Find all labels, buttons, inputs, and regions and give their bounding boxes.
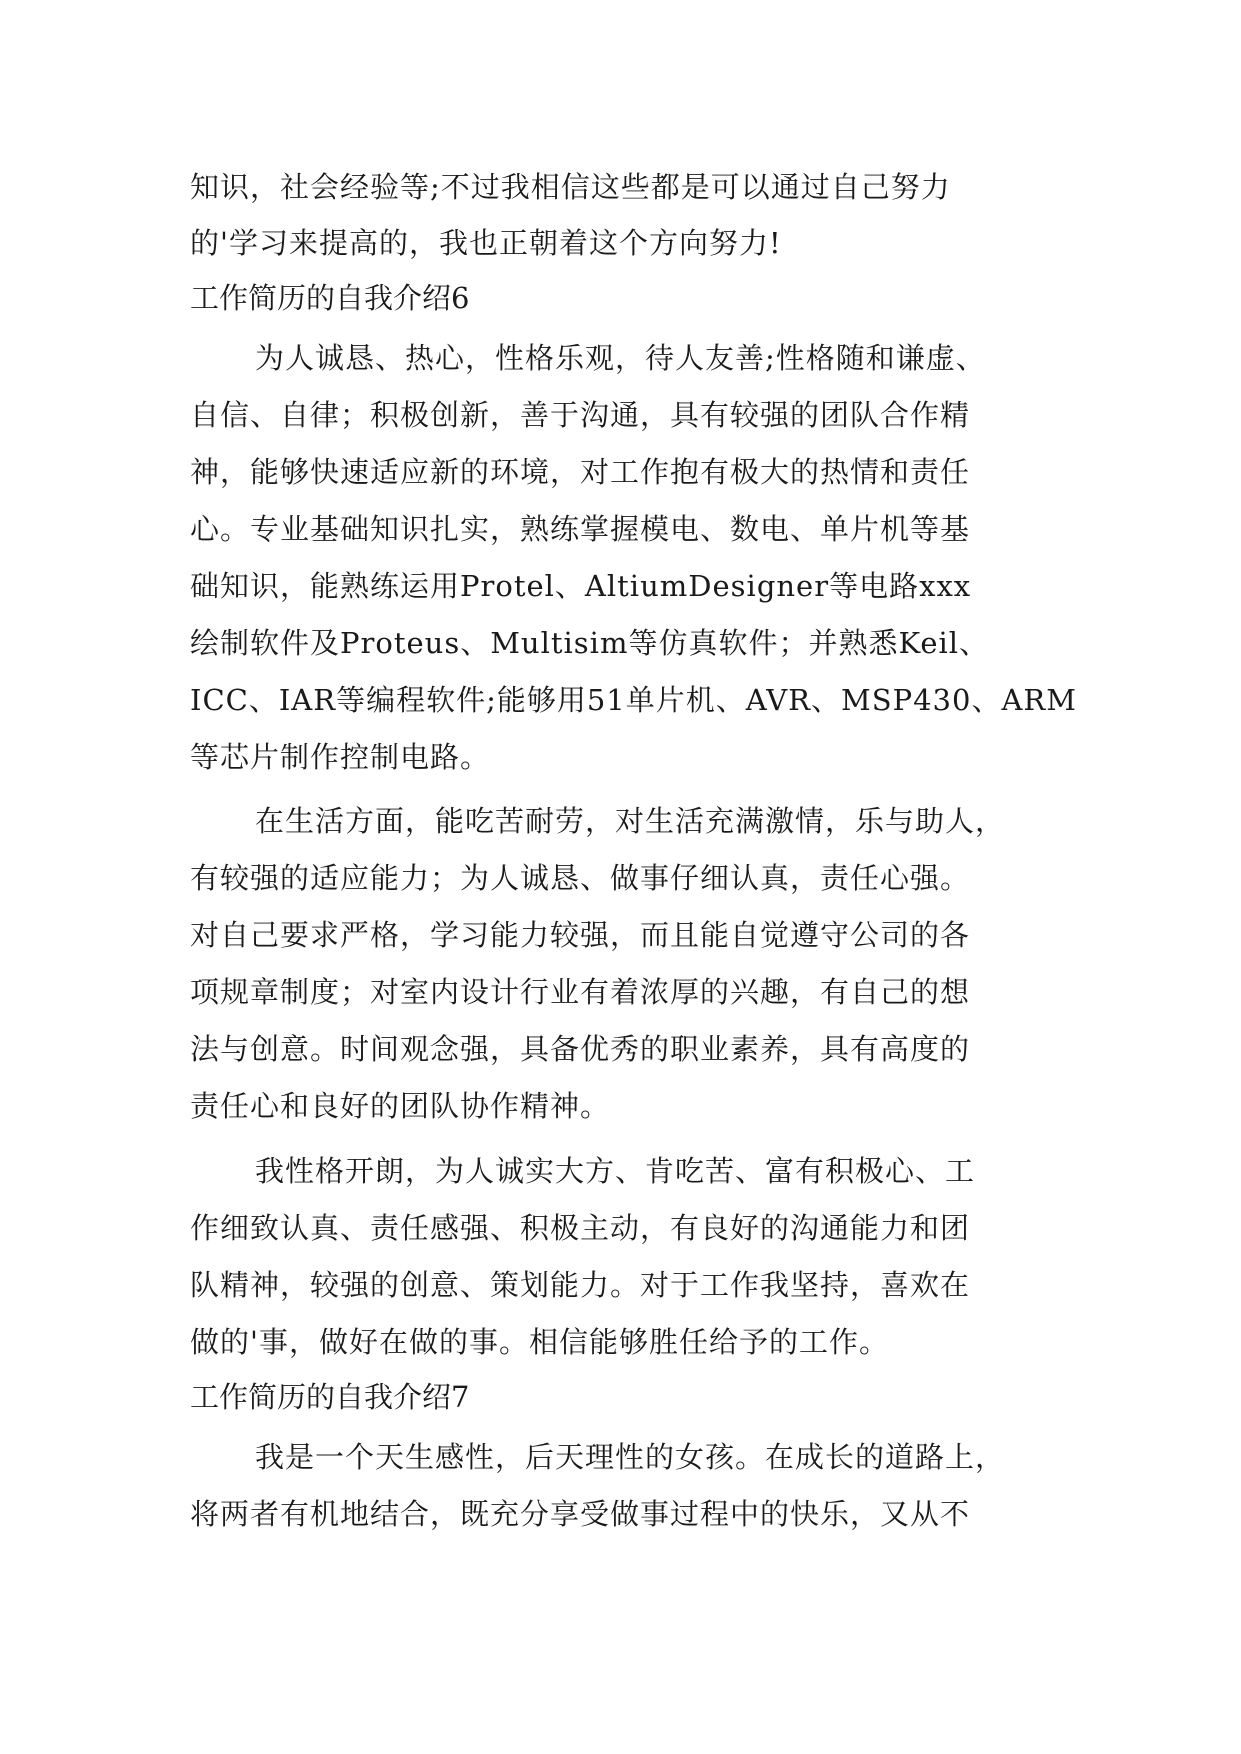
paragraph-line: 础知识，能熟练运用Protel、AltiumDesigner等电路xxx xyxy=(190,569,972,603)
paragraph-line: 作细致认真、责任感强、积极主动，有良好的沟通能力和团 xyxy=(190,1211,971,1245)
paragraph-line: 绘制软件及Proteus、Multisim等仿真软件；并熟悉Keil、 xyxy=(190,626,990,660)
paragraph-line: ICC、IAR等编程软件;能够用51单片机、AVR、MSP430、ARM xyxy=(190,683,1077,717)
paragraph-line: 我性格开朗，为人诚实大方、肯吃苦、富有积极心、工 xyxy=(255,1154,976,1188)
paragraph-line: 项规章制度；对室内设计行业有着浓厚的兴趣，有自己的想 xyxy=(190,975,971,1009)
paragraph-line: 自信、自律；积极创新，善于沟通，具有较强的团队合作精 xyxy=(190,398,971,432)
paragraph-line: 队精神，较强的创意、策划能力。对于工作我坚持，喜欢在 xyxy=(190,1268,971,1302)
paragraph-line: 在生活方面，能吃苦耐劳，对生活充满激情，乐与助人， xyxy=(255,804,1006,838)
paragraph-line: 做的'事，做好在做的事。相信能够胜任给予的工作。 xyxy=(190,1325,889,1359)
paragraph-line: 知识，社会经验等;不过我相信这些都是可以通过自己努力 xyxy=(190,170,951,204)
section-heading: 工作简历的自我介绍7 xyxy=(190,1380,470,1414)
paragraph-line: 有较强的适应能力；为人诚恳、做事仔细认真，责任心强。 xyxy=(190,861,971,895)
paragraph-line: 将两者有机地结合，既充分享受做事过程中的快乐，又从不 xyxy=(190,1497,971,1531)
paragraph-line: 的'学习来提高的，我也正朝着这个方向努力! xyxy=(190,226,782,260)
paragraph-line: 神，能够快速适应新的环境，对工作抱有极大的热情和责任 xyxy=(190,455,971,489)
paragraph-line: 为人诚恳、热心，性格乐观，待人友善;性格随和谦虚、 xyxy=(255,341,986,375)
paragraph-line: 等芯片制作控制电路。 xyxy=(190,740,491,774)
paragraph-line: 我是一个天生感性，后天理性的女孩。在成长的道路上， xyxy=(255,1440,1006,1474)
paragraph-line: 法与创意。时间观念强，具备优秀的职业素养，具有高度的 xyxy=(190,1032,971,1066)
paragraph-line: 对自己要求严格，学习能力较强，而且能自觉遵守公司的各 xyxy=(190,918,971,952)
paragraph-line: 心。专业基础知识扎实，熟练掌握模电、数电、单片机等基 xyxy=(190,512,971,546)
section-heading: 工作简历的自我介绍6 xyxy=(190,281,470,315)
paragraph-line: 责任心和良好的团队协作精神。 xyxy=(190,1089,611,1123)
